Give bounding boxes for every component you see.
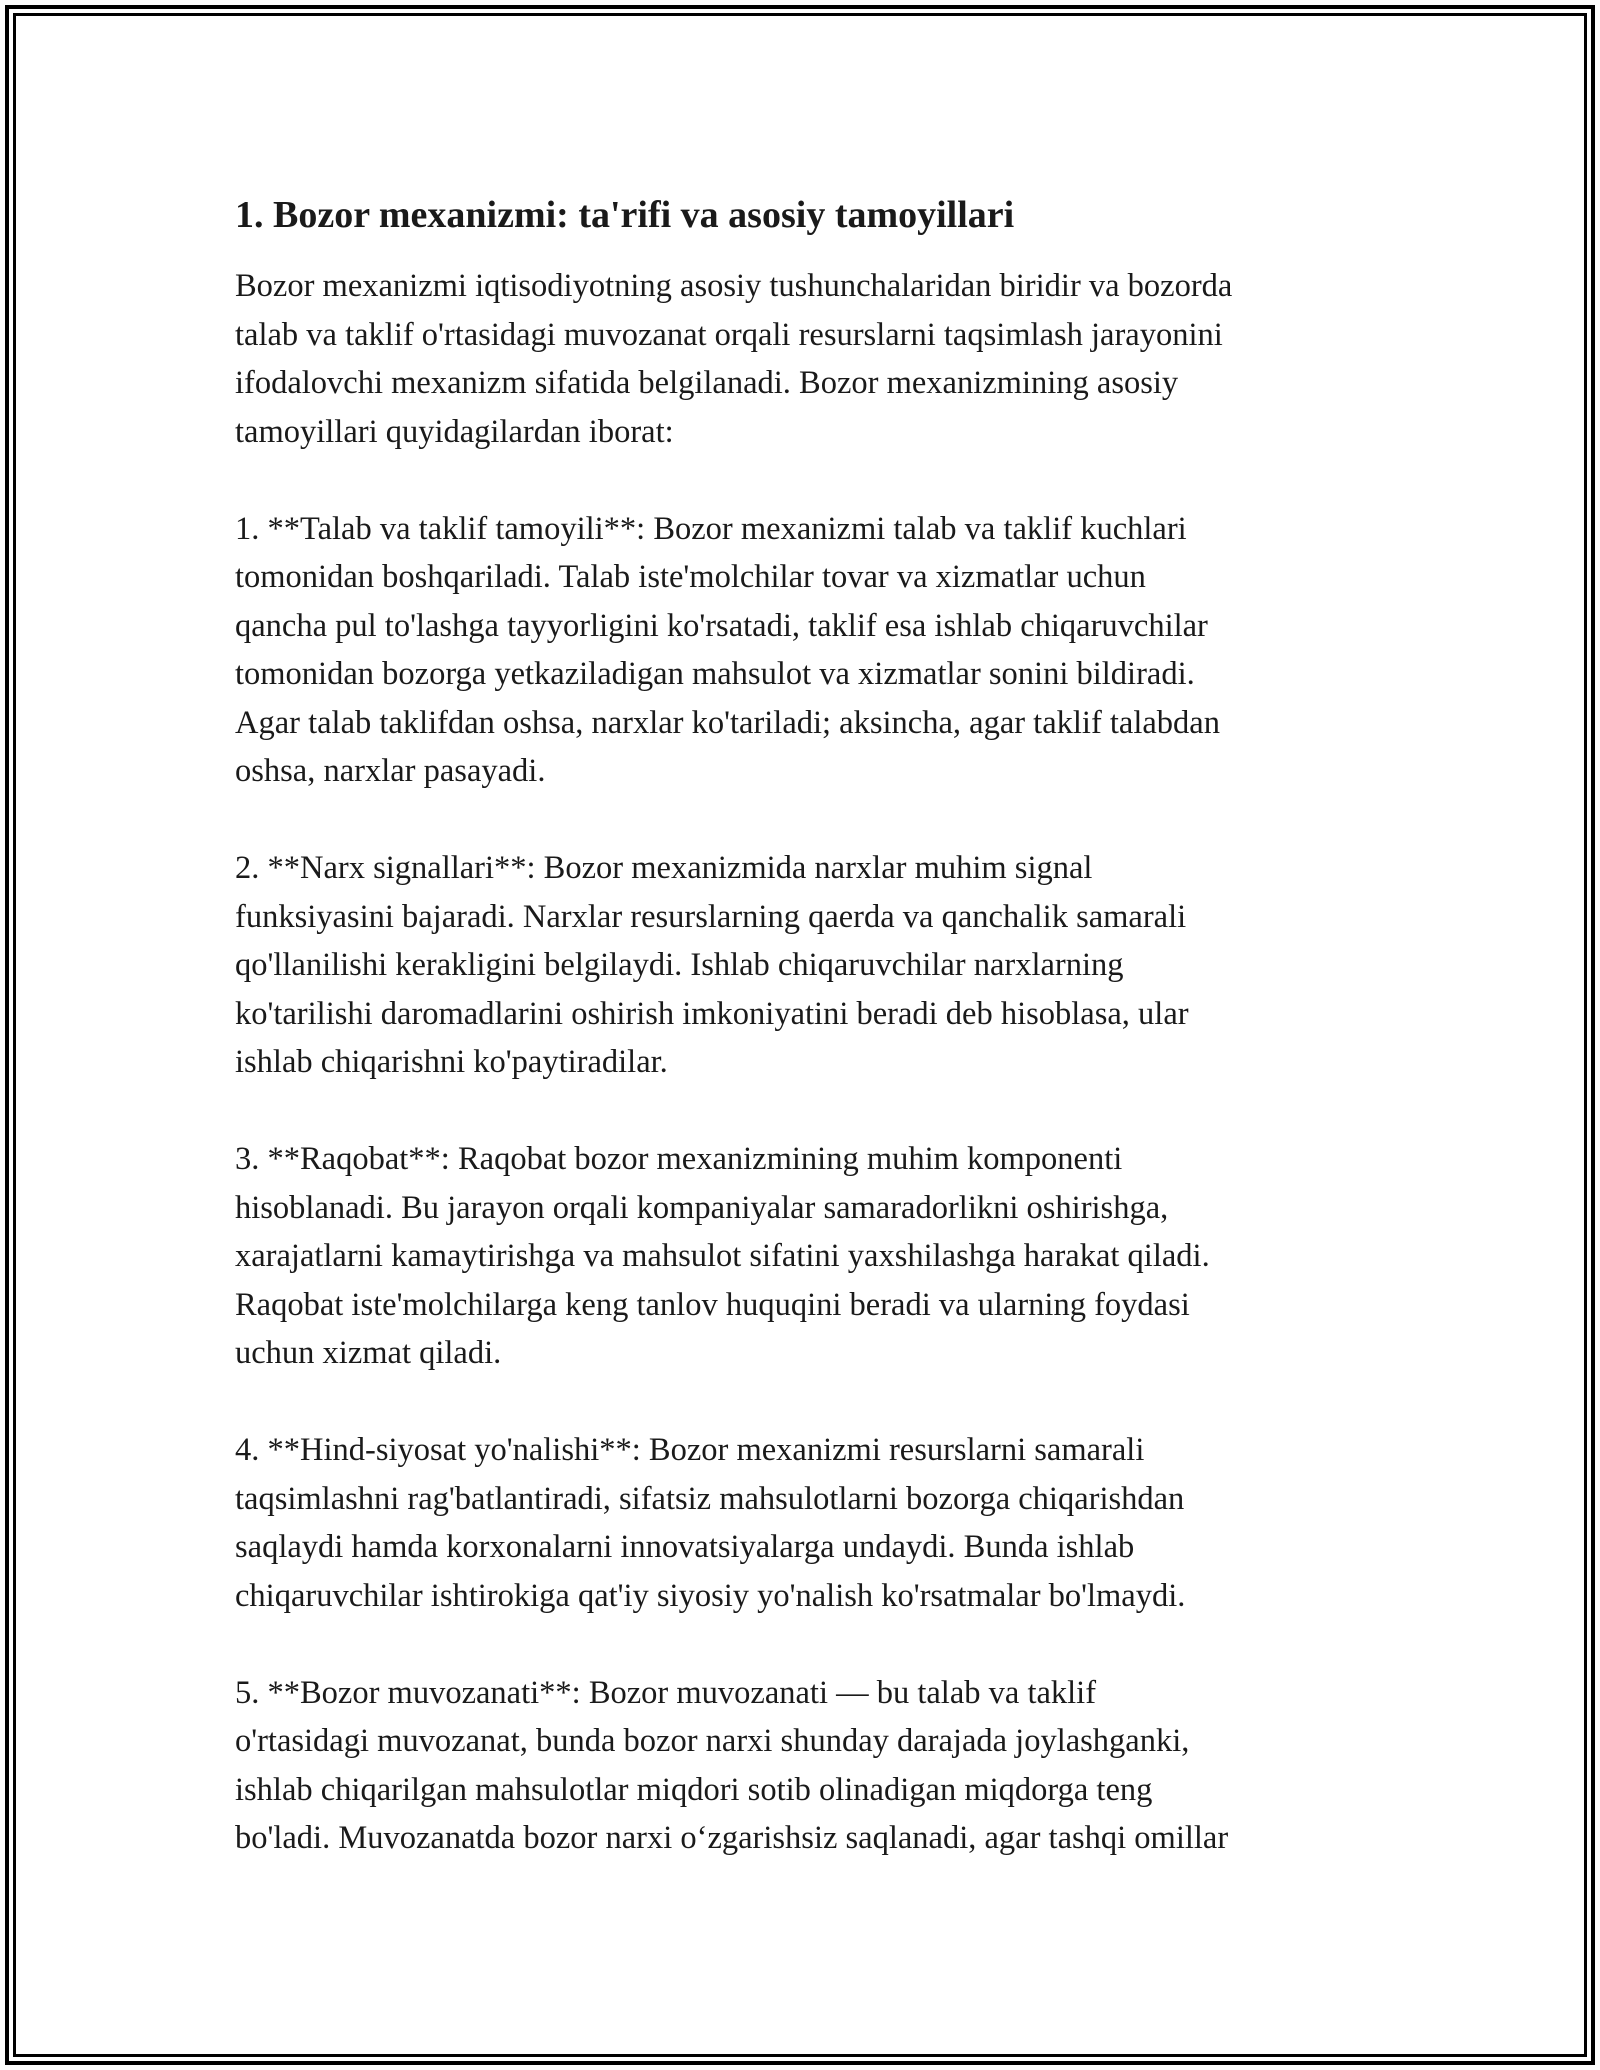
section-heading: 1. Bozor mexanizmi: ta'rifi va asosiy tamoyillari (235, 194, 1015, 236)
intro-paragraph: Bozor mexanizmi iqtisodiyotning asosiy tushunchalaridan biridir va bozorda talab va taklif o'rtasidagi muvozanat orqali resurslarni taqsimlash jarayonini ifodalovchi mexanizm sifatida belgilanadi. Bozor mexanizmining asosiy tamoyillari quyidagilardan iborat: (235, 268, 1233, 450)
principle-item-2: 2. **Narx signallari**: Bozor mexanizmida narxlar muhim signal funksiyasini bajaradi. Narxlar resurslarning qaerda va qanchalik samarali qo'llanilishi kerakligini belgilaydi. Ishlab chiqaruvchilar narxlarning ko'tarilishi daromadlarini oshirish imkoniyatini beradi deb hisoblasa, ular ishlab chiqarishni ko'paytiradilar. (235, 850, 1189, 1080)
principle-item-4: 4. **Hind-siyosat yo'nalishi**: Bozor mexanizmi resurslarni samarali taqsimlashni rag'batlantiradi, sifatsiz mahsulotlarni bozorga chiqarishdan saqlaydi hamda korxonalarni innovatsiyalarga undaydi. Bunda ishlab chiqaruvchilar ishtirokiga qat'iy siyosiy yo'nalish ko'rsatmalar bo'lmaydi. (235, 1432, 1186, 1614)
principle-item-5: 5. **Bozor muvozanati**: Bozor muvozanati — bu talab va taklif o'rtasidagi muvozanat, bunda bozor narxi shunday darajada joylashganki, ishlab chiqarilgan mahsulotlar miqdori sotib olinadigan miqdorga teng bo'ladi. Muvozanatda bozor narxi o‘zgarishsiz saqlanadi, agar tashqi omillar (235, 1674, 1229, 1856)
principle-item-1: 1. **Talab va taklif tamoyili**: Bozor mexanizmi talab va taklif kuchlari tomonidan boshqariladi. Talab iste'molchilar tovar va xizmatlar uchun qancha pul to'lashga tayyorligini ko'rsatadi, taklif esa ishlab chiqaruvchilar tomonidan bozorga yetkaziladigan mahsulot va xizmatlar sonini bildiradi. Agar talab taklifdan oshsa, narxlar ko'tariladi; aksincha, agar taklif talabdan oshsa, narxlar pasayadi. (235, 510, 1220, 789)
document-body (235, 186, 1385, 1863)
principle-item-3: 3. **Raqobat**: Raqobat bozor mexanizmining muhim komponenti hisoblanadi. Bu jarayon orqali kompaniyalar samaradorlikni oshirishga, xarajatlarni kamaytirishga va mahsulot sifatini yaxshilashga harakat qiladi. Raqobat iste'molchilarga keng tanlov huquqini beradi va ularning foydasi uchun xizmat qiladi. (235, 1141, 1210, 1371)
